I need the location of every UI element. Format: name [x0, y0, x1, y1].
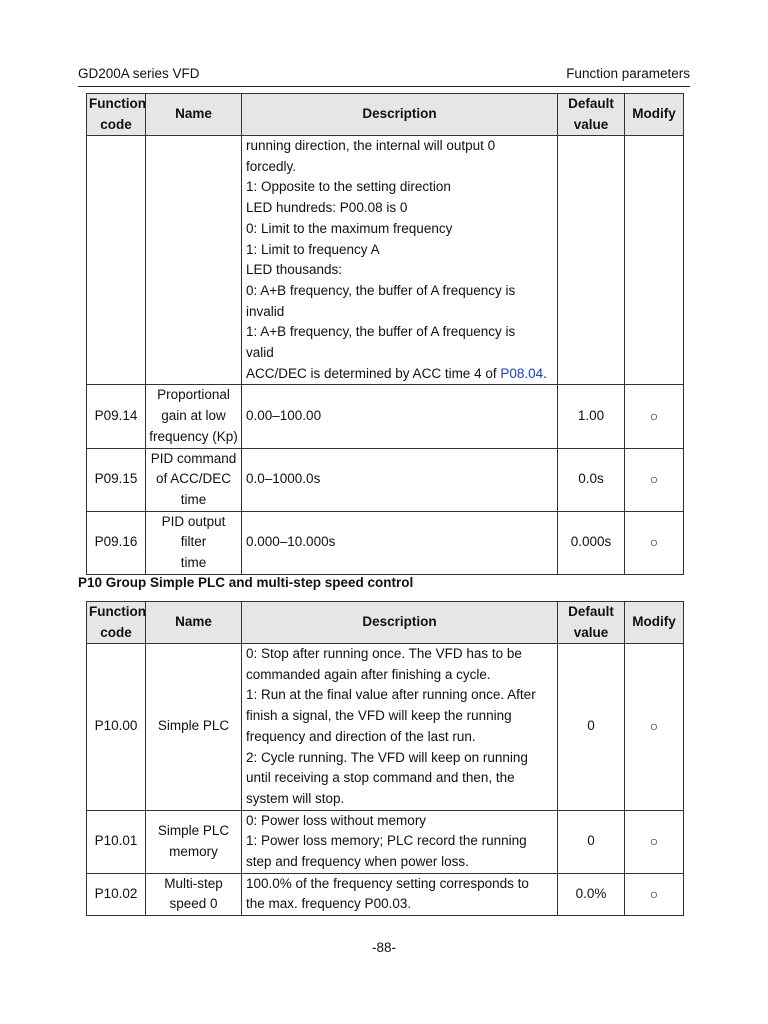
page-header: [78, 66, 690, 87]
modify-circle-icon: ○: [625, 385, 684, 448]
param-name: Simple PLC memory: [146, 810, 242, 873]
parameter-table-p09: [86, 93, 684, 575]
table-row: [87, 385, 684, 448]
param-name: PID command of ACC/DEC time: [146, 448, 242, 511]
param-code: P10.02: [87, 873, 146, 915]
header-left: GD200A series VFD: [78, 66, 200, 81]
col-header-name: Name: [146, 602, 242, 644]
param-name: Multi-step speed 0: [146, 873, 242, 915]
col-header-description: Description: [242, 602, 558, 644]
param-default: 0: [558, 810, 625, 873]
param-default: 0.0%: [558, 873, 625, 915]
modify-circle-icon: ○: [625, 644, 684, 811]
col-header-code: Function code: [87, 602, 146, 644]
param-description: 0.0–1000.0s: [242, 448, 558, 511]
col-header-modify: Modify: [625, 602, 684, 644]
table-header-row: [87, 602, 684, 644]
table-row-continuation: [87, 136, 684, 385]
section-title: P10 Group Simple PLC and multi-step speed control: [78, 575, 414, 590]
modify-circle-icon: ○: [625, 511, 684, 574]
modify-circle-icon: ○: [625, 810, 684, 873]
col-header-description: Description: [242, 94, 558, 136]
table-row: [87, 644, 684, 811]
parameter-table-p10: [86, 601, 684, 916]
param-description: 0: Stop after running once. The VFD has to be commanded again after finishing a cycle. 1: Run at the final value after running once. After finish a signal, the VFD will keep the running frequency and direction of the last run. 2: Cycle running. The VFD will keep on running until receiving a stop command and then, the system will stop.: [242, 644, 558, 811]
col-header-default: Default value: [558, 94, 625, 136]
param-name: PID output filter time: [146, 511, 242, 574]
param-default: 0.000s: [558, 511, 625, 574]
table-row: [87, 810, 684, 873]
page-number: -88-: [371, 940, 396, 955]
table-row: [87, 511, 684, 574]
param-description: 0.00–100.00: [242, 385, 558, 448]
param-description: 0.000–10.000s: [242, 511, 558, 574]
col-header-name: Name: [146, 94, 242, 136]
table-row: [87, 873, 684, 915]
table-row: [87, 448, 684, 511]
param-code: P09.16: [87, 511, 146, 574]
param-description: 0: Power loss without memory 1: Power loss memory; PLC record the running step and frequency when power loss.: [242, 810, 558, 873]
param-code: P09.15: [87, 448, 146, 511]
table-header-row: [87, 94, 684, 136]
param-default: 0: [558, 644, 625, 811]
param-name: Simple PLC: [146, 644, 242, 811]
param-default: 1.00: [558, 385, 625, 448]
col-header-default: Default value: [558, 602, 625, 644]
col-header-modify: Modify: [625, 94, 684, 136]
param-name: Proportional gain at low frequency (Kp): [146, 385, 242, 448]
col-header-code: Function code: [87, 94, 146, 136]
param-code: P10.01: [87, 810, 146, 873]
param-default: 0.0s: [558, 448, 625, 511]
param-code: P09.14: [87, 385, 146, 448]
header-right: Function parameters: [566, 66, 690, 81]
continuation-description: running direction, the internal will output 0 forcedly. 1: Opposite to the setting direction LED hundreds: P00.08 is 0 0: Limit to the maximum frequency 1: Limit to frequency A LED thousands: 0: A+B frequency, the buffer of A frequency is invalid 1: A+B frequency, the buffer of A frequency is valid ACC/DEC is determined by ACC time 4 of P08.04.: [242, 136, 558, 385]
modify-circle-icon: ○: [625, 873, 684, 915]
param-link-p08-04[interactable]: P08.04: [500, 365, 544, 381]
modify-circle-icon: ○: [625, 448, 684, 511]
param-code: P10.00: [87, 644, 146, 811]
param-description: 100.0% of the frequency setting corresponds to the max. frequency P00.03.: [242, 873, 558, 915]
